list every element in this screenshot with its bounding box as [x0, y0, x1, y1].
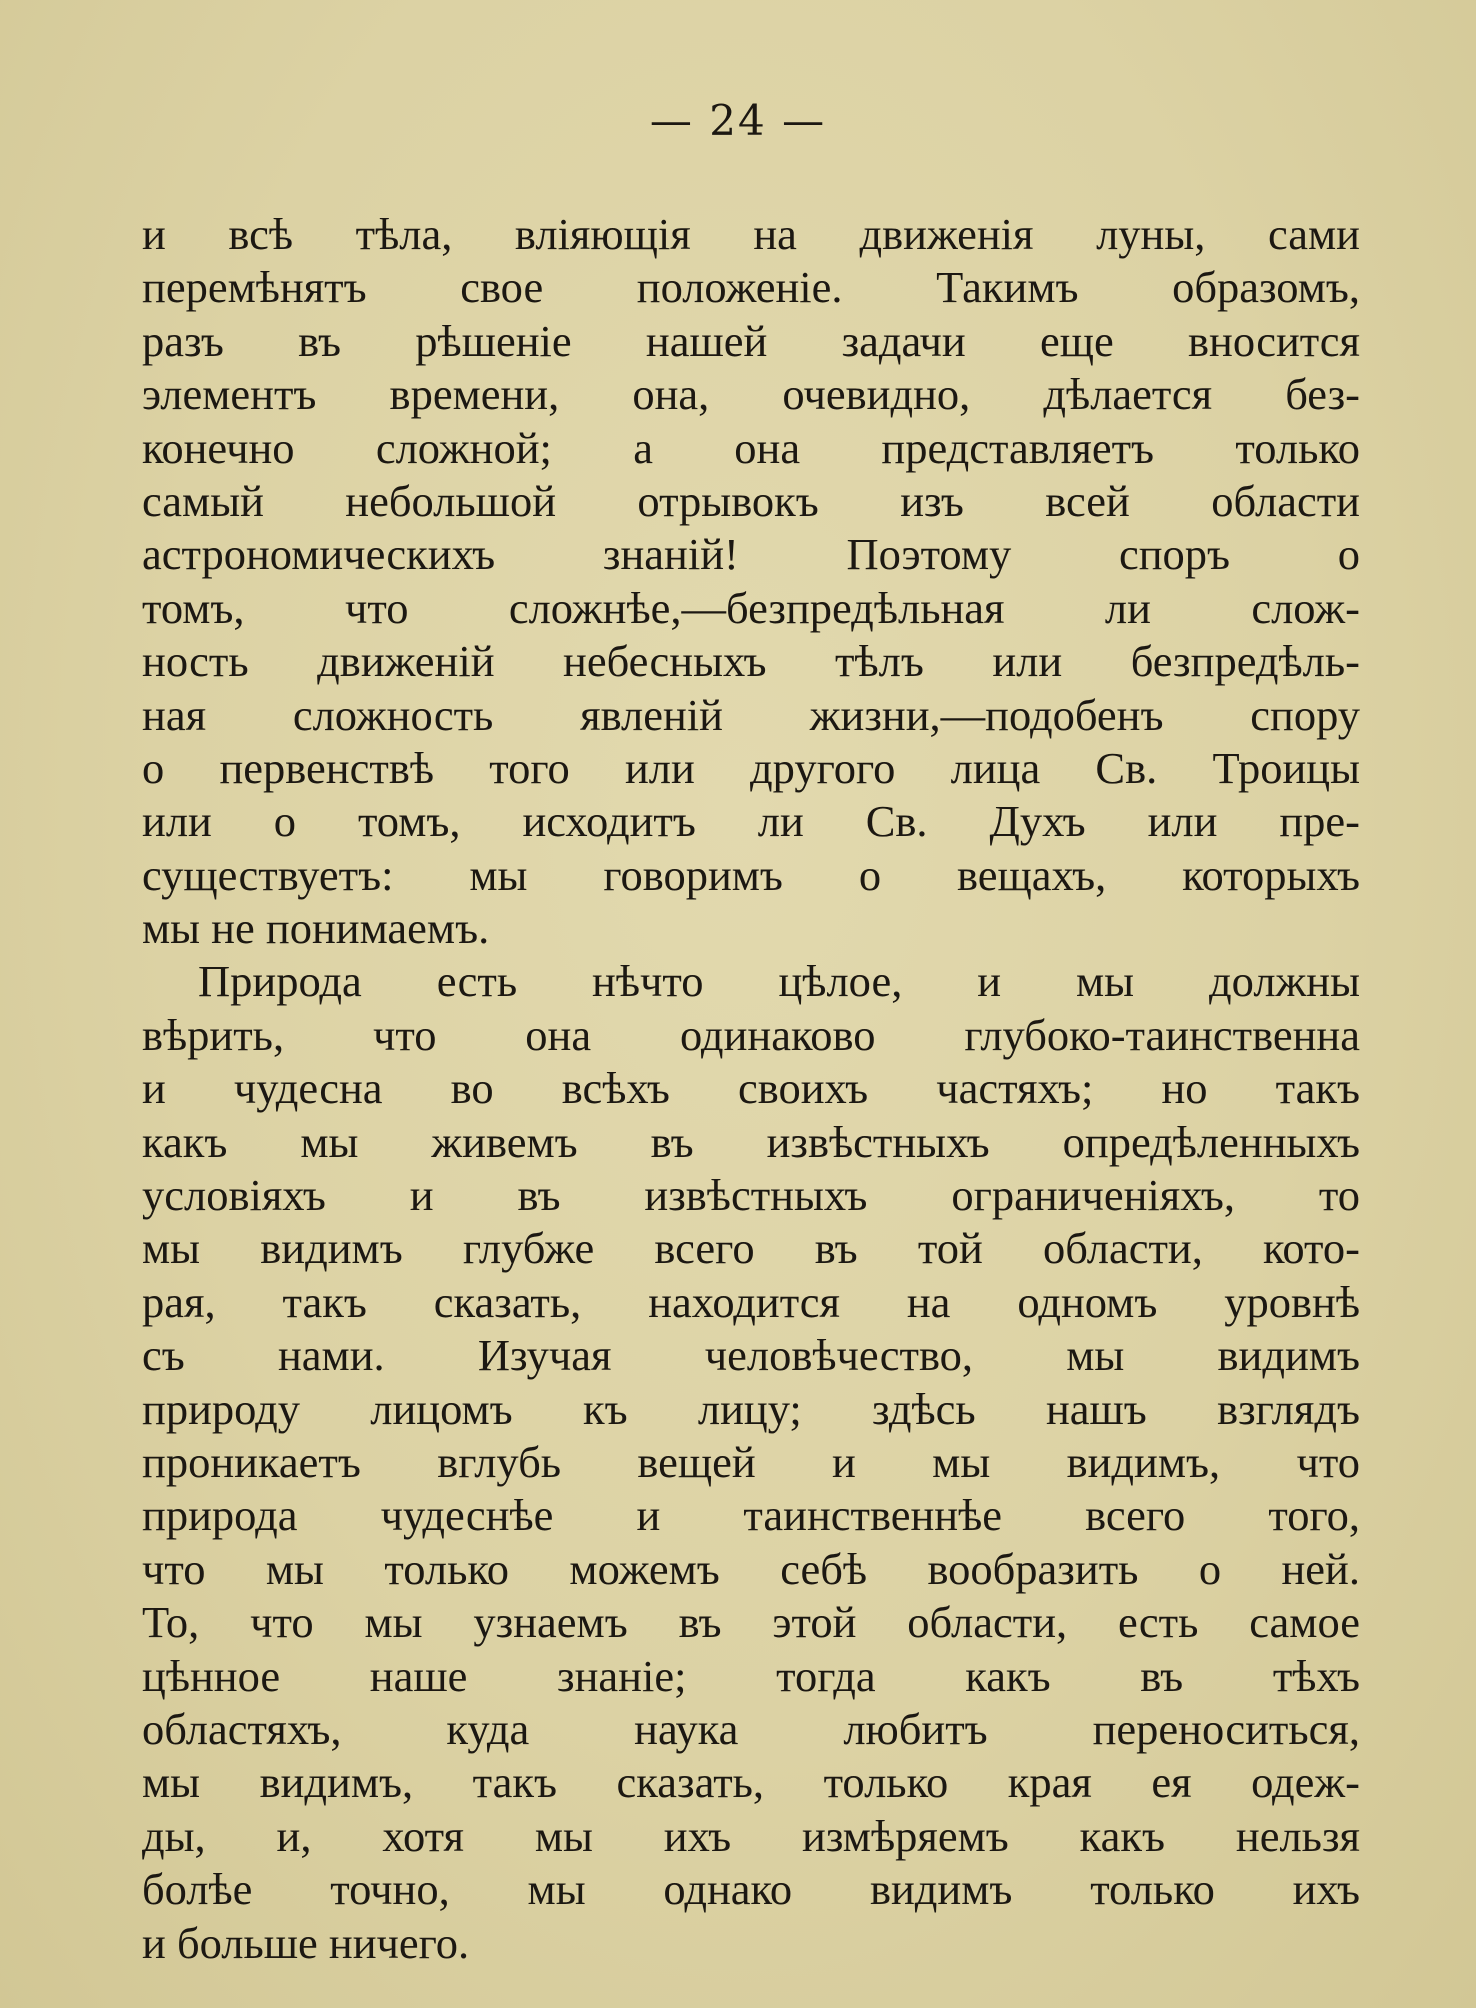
- text-line: астрономическихъ знаній! Поэтому споръ о: [142, 529, 1360, 580]
- text-line: мы видимъ глубже всего въ той области, кото-: [142, 1223, 1360, 1274]
- text-line: природу лицомъ къ лицу; здѣсь нашъ взглядъ: [142, 1383, 1360, 1434]
- text-line: болѣе точно, мы однако видимъ только ихъ: [142, 1864, 1360, 1915]
- text-line: природа чудеснѣе и таинственнѣе всего того,: [142, 1490, 1360, 1541]
- text-line: существуетъ: мы говоримъ о вещахъ, которыхъ: [142, 849, 1360, 900]
- text-line: условіяхъ и въ извѣстныхъ ограниченіяхъ, то: [142, 1170, 1360, 1221]
- text-line: или о томъ, исходитъ ли Св. Духъ или пре-: [142, 796, 1360, 847]
- text-line: какъ мы живемъ въ извѣстныхъ опредѣленныхъ: [142, 1116, 1360, 1167]
- text-line: томъ, что сложнѣе,—безпредѣльная ли слож-: [142, 582, 1360, 633]
- text-line: То, что мы узнаемъ въ этой области, есть самое: [142, 1597, 1360, 1648]
- paragraph-1: [142, 208, 1360, 955]
- text-line: мы не понимаемъ.: [142, 903, 490, 954]
- text-line: что мы только можемъ себѣ вообразить о ней.: [142, 1543, 1360, 1594]
- text-line: проникаетъ вглубь вещей и мы видимъ, что: [142, 1436, 1360, 1487]
- text-line: ная сложность явленій жизни,—подобенъ спору: [142, 689, 1360, 740]
- text-line: и чудесна во всѣхъ своихъ частяхъ; но такъ: [142, 1063, 1360, 1114]
- text-line: элементъ времени, она, очевидно, дѣлается без-: [142, 369, 1360, 420]
- text-line: конечно сложной; а она представляетъ только: [142, 422, 1360, 473]
- text-line: ды, и, хотя мы ихъ измѣряемъ какъ нельзя: [142, 1810, 1360, 1861]
- text-line: съ нами. Изучая человѣчество, мы видимъ: [142, 1330, 1360, 1381]
- text-line: областяхъ, куда наука любитъ переноситься,: [142, 1703, 1360, 1754]
- text-line: цѣнное наше знаніе; тогда какъ въ тѣхъ: [142, 1650, 1360, 1701]
- paragraph-2: [142, 955, 1360, 1969]
- text-line: мы видимъ, такъ сказать, только края ея одеж-: [142, 1757, 1360, 1808]
- text-line: рая, такъ сказать, находится на одномъ уровнѣ: [142, 1276, 1360, 1327]
- page-number: — 24 —: [649, 96, 827, 145]
- text-line: ность движеній небесныхъ тѣлъ или безпредѣль-: [142, 636, 1360, 687]
- text-line: вѣрить, что она одинаково глубоко-таинственна: [142, 1009, 1360, 1060]
- body-text: [142, 208, 1360, 1970]
- text-line: о первенствѣ того или другого лица Св. Троицы: [142, 742, 1360, 793]
- text-line: Природа есть нѣчто цѣлое, и мы должны: [198, 956, 1360, 1007]
- text-line: самый небольшой отрывокъ изъ всей области: [142, 475, 1360, 526]
- text-line: перемѣнятъ свое положеніе. Такимъ образомъ,: [142, 262, 1360, 313]
- text-line: и всѣ тѣла, вліяющія на движенія луны, сами: [142, 209, 1360, 259]
- text-line: и больше ничего.: [142, 1917, 470, 1968]
- text-line: разъ въ рѣшеніе нашей задачи еще вносится: [142, 315, 1360, 366]
